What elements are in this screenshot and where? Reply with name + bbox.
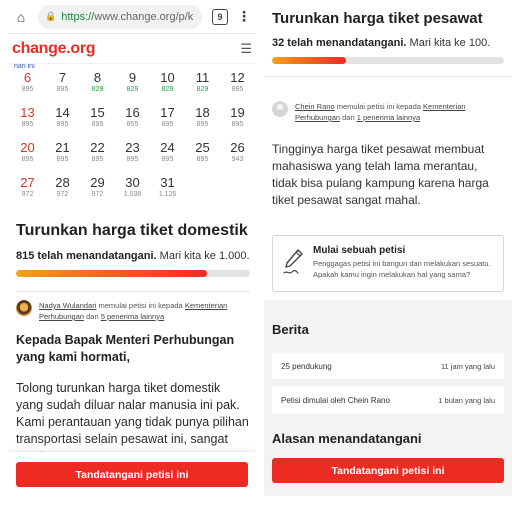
calendar-day: [150, 105, 185, 140]
starter-text: [39, 300, 250, 322]
calendar-day: [80, 105, 115, 140]
calendar-day: [10, 140, 45, 175]
calendar-day-number: 6: [23, 70, 32, 85]
sign-petition-button[interactable]: Tandatangani petisi ini: [272, 458, 504, 483]
letter-body: Tolong turunkan harga tiket domestik yang sudah diluar nalar manusia ini pak. Kami perantauan yang tidak punya pilihan transportasi selain pesawat ini, sangat: [16, 381, 249, 446]
news-item[interactable]: [272, 353, 504, 379]
signed-count: 32 telah menandatangani.: [272, 37, 407, 49]
calendar-day-number: 13: [20, 105, 35, 120]
other-recipients-link[interactable]: 5 penerima lainnya: [100, 312, 165, 321]
calendar-day-number: 24: [160, 140, 175, 155]
right-screenshot: [264, 0, 512, 496]
other-recipients-link[interactable]: 1 penerima lainnya: [356, 113, 421, 122]
calendar-day-count: 895: [21, 121, 34, 128]
signature-goal: Mari kita ke 1.000.: [159, 250, 250, 262]
calendar-day-count: 972: [56, 191, 69, 198]
calendar-day-count: 895: [56, 156, 69, 163]
calendar-day-count: 895: [196, 121, 209, 128]
calendar-day-number: 16: [125, 105, 140, 120]
letter-greeting: Kepada Bapak Menteri Perhubungan yang kami hormati,: [16, 333, 235, 364]
calendar-day: [115, 70, 150, 105]
calendar-day-number: 12: [230, 70, 245, 85]
signed-count: 815 telah menandatangani.: [16, 250, 157, 262]
calendar-day: [45, 105, 80, 140]
petition-letter: [8, 322, 256, 465]
calendar-day: [115, 105, 150, 140]
lock-icon: 🔒: [45, 11, 57, 21]
news-heading: Berita: [272, 322, 309, 337]
start-petition-text: [313, 245, 495, 280]
calendar-day: [45, 140, 80, 175]
calendar-day-number: 21: [55, 140, 70, 155]
calendar-day-count: 895: [21, 156, 34, 163]
calendar-day-count: 1.038: [123, 191, 142, 198]
calendar-day-number: 20: [20, 140, 35, 155]
calendar-day-count: 895: [126, 156, 139, 163]
calendar-day: [185, 140, 220, 175]
signature-count: [16, 250, 256, 262]
calendar-day-number: 8: [93, 70, 102, 85]
starter-and-text: dan: [86, 312, 99, 321]
starter-name-link[interactable]: Chein Rano: [295, 102, 335, 111]
calendar-day-count: 972: [21, 191, 34, 198]
hamburger-menu-icon[interactable]: ☰: [240, 40, 252, 56]
url-path: www.change.org/p/k: [94, 10, 194, 23]
calendar-day-number: 29: [90, 175, 105, 190]
petition-starter: [264, 77, 512, 123]
starter-mid-text: memulai petisi ini kepada: [98, 301, 183, 310]
calendar-day-number: 10: [160, 70, 175, 85]
start-petition-description: Penggagas petisi ini bangun dan melakukan sesuatu. Apakah kamu ingin melakukan hal yang sama?: [313, 259, 491, 279]
news-item[interactable]: [272, 387, 504, 413]
petition-description: Tingginya harga tiket pesawat membuat mahasiswa yang telah lama merantau, tidak bisa pulang kampung karena harga tiket pesawat sangat mahal.: [272, 142, 489, 207]
calendar-day-number: 22: [90, 140, 105, 155]
calendar-day-count: 895: [161, 121, 174, 128]
petition-title: Turunkan harga tiket pesawat: [272, 10, 483, 27]
starter-and-text: dan: [342, 113, 355, 122]
calendar-day: [80, 70, 115, 105]
calendar-day-count: 895: [91, 156, 104, 163]
calendar-day: [150, 175, 185, 210]
calendar-day: [220, 105, 255, 140]
signature-count: [272, 37, 512, 49]
calendar-scroll-hint: hari ini: [14, 64, 35, 70]
signature-progress-bar: [272, 57, 504, 64]
overflow-menu-icon[interactable]: ⋮: [237, 8, 251, 24]
calendar-day-count: 855: [126, 121, 139, 128]
news-item-text: 25 pendukung: [281, 361, 332, 371]
calendar-day-count: 829: [126, 86, 139, 93]
reasons-heading: Alasan menandatangani: [272, 431, 422, 446]
decision-maker-link[interactable]: Kementerian Perhubungan: [295, 102, 466, 122]
tab-switcher-button[interactable]: 9: [212, 9, 228, 25]
news-item-time: 11 jam yang lalu: [440, 361, 495, 371]
calendar-day-number: 25: [195, 140, 210, 155]
calendar-day: [150, 140, 185, 175]
calendar-day-number: 17: [160, 105, 175, 120]
browser-toolbar: [8, 0, 256, 34]
calendar-day: [10, 175, 45, 210]
starter-text: [295, 101, 506, 123]
calendar-day: [45, 70, 80, 105]
calendar-day-count: 895: [231, 121, 244, 128]
calendar-day-count: 895: [21, 86, 34, 93]
signature-goal: Mari kita ke 100.: [409, 37, 491, 49]
calendar-day: [115, 140, 150, 175]
sign-petition-button[interactable]: Tandatangani petisi ini: [16, 462, 248, 487]
left-screenshot: [8, 0, 256, 496]
progress-fill: [16, 270, 207, 277]
calendar-day: [10, 105, 45, 140]
calendar-day-count: 895: [231, 86, 244, 93]
calendar-day-number: 18: [195, 105, 210, 120]
address-bar[interactable]: [38, 5, 202, 29]
news-item-time: 1 bulan yang lalu: [438, 395, 495, 405]
url-scheme: https://: [61, 10, 95, 23]
url-text: [61, 11, 193, 23]
calendar-day-count: 829: [161, 86, 174, 93]
calendar-day-number: 27: [20, 175, 35, 190]
start-petition-card[interactable]: [272, 235, 504, 292]
calendar-day-count: 895: [91, 121, 104, 128]
calendar-day-number: 30: [125, 175, 140, 190]
calendar-day-count: 895: [196, 156, 209, 163]
calendar-day-number: 31: [160, 175, 175, 190]
site-header: [8, 34, 256, 64]
calendar-day-number: 9: [128, 70, 137, 85]
home-icon[interactable]: ⌂: [16, 8, 26, 25]
calendar-day-number: 23: [125, 140, 140, 155]
calendar-day: [80, 175, 115, 210]
calendar-day: [115, 175, 150, 210]
calendar-day-count: 943: [231, 156, 244, 163]
calendar-day: [150, 70, 185, 105]
pen-icon: [281, 247, 305, 277]
signature-progress-bar: [16, 270, 250, 277]
calendar-day-count: 829: [196, 86, 209, 93]
calendar-day-count: 1.126: [158, 191, 177, 198]
calendar-day-number: 26: [230, 140, 245, 155]
calendar-day-count: 895: [161, 156, 174, 163]
calendar-day-count: 972: [91, 191, 104, 198]
starter-avatar: [16, 300, 32, 316]
start-petition-title: Mulai sebuah petisi: [313, 245, 406, 256]
calendar-day-number: 11: [195, 70, 210, 85]
petition-title: Turunkan harga tiket domestik: [16, 222, 248, 239]
calendar-day: [10, 70, 45, 105]
news-item-text: Petisi dimulai oleh Chein Rano: [281, 395, 390, 405]
calendar-day-number: 19: [230, 105, 245, 120]
decision-maker-link[interactable]: Kementerian Perhubungan: [39, 301, 228, 321]
change-org-logo[interactable]: change.org: [12, 39, 96, 57]
calendar-day: [45, 175, 80, 210]
calendar-day: [220, 70, 255, 105]
calendar-day: [80, 140, 115, 175]
calendar-day-number: 15: [90, 105, 105, 120]
calendar-day: [220, 140, 255, 175]
petition-starter: [8, 292, 256, 322]
calendar-day-number: 14: [55, 105, 70, 120]
progress-fill: [272, 57, 346, 64]
starter-mid-text: memulai petisi ini kepada: [336, 102, 421, 111]
starter-avatar: [272, 101, 288, 117]
calendar-day: [185, 70, 220, 105]
calendar-day: [185, 105, 220, 140]
calendar-day-count: 895: [56, 121, 69, 128]
starter-name-link[interactable]: Nadya Wulandari: [39, 301, 97, 310]
calendar-day-number: 28: [55, 175, 70, 190]
calendar-day-number: 7: [58, 70, 67, 85]
calendar-day-count: 829: [91, 86, 104, 93]
signature-calendar: [8, 70, 256, 210]
calendar-day-count: 895: [56, 86, 69, 93]
